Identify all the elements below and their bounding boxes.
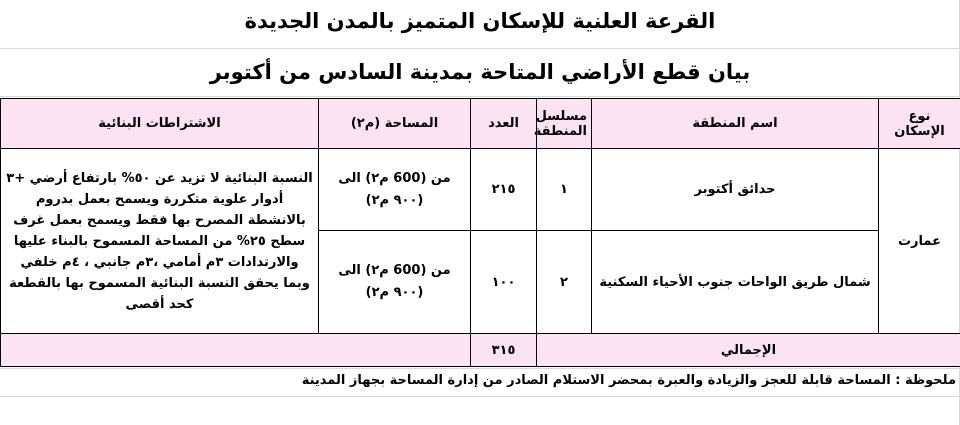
conditions-cell: النسبة البنائية لا تزيد عن ٥٠% بارتفاع أرضي +٣ أدوار علوية متكررة ويسمح بعمل بدروم بالانشطة المصرح بها فقط ويسمح بعمل غرف سطح ٢٥% من المساحة المسموح بالبناء عليها والارتدادات ٣م أمامي ،٣م جانبي ، ٤م خلفي وبما يحقق النسبة البنائية المسموح بها بالقطعة كحد أقصى bbox=[1, 149, 319, 334]
zone-name-cell: شمال طريق الواحات جنوب الأحياء السكنية bbox=[592, 231, 879, 334]
total-label: الإجمالي bbox=[537, 334, 960, 367]
zone-serial-cell: ٢ bbox=[537, 231, 592, 334]
header-count: العدد bbox=[471, 99, 537, 149]
grid-line bbox=[0, 368, 960, 369]
zone-serial-cell: ١ bbox=[537, 149, 592, 231]
grid-line bbox=[0, 96, 960, 97]
housing-type-cell: عمارت bbox=[879, 149, 960, 334]
table-row bbox=[1, 149, 960, 231]
header-housing-type: نوع الإسكان bbox=[879, 99, 960, 149]
footnote: ملحوظة : المساحة قابلة للعجز والزيادة والعبرة بمحضر الاستلام الصادر من إدارة المساحة بجهاز المدينة bbox=[301, 373, 956, 388]
header-zone-serial: مسلسل المنطقة bbox=[537, 99, 592, 149]
header-conditions: الاشتراطات البنائية bbox=[1, 99, 319, 149]
zone-name-cell: حدائق أكتوبر bbox=[592, 149, 879, 231]
count-cell: ١٠٠ bbox=[471, 231, 537, 334]
area-cell: من (600 م٢) الى (٩٠٠ م٢) bbox=[319, 149, 471, 231]
table-header-row bbox=[1, 99, 960, 149]
total-row bbox=[1, 334, 960, 367]
page-title: القرعة العلنية للإسكان المتميز بالمدن الجديدة bbox=[244, 9, 716, 33]
count-cell: ٢١٥ bbox=[471, 149, 537, 231]
header-area: المساحة (م٢) bbox=[319, 99, 471, 149]
lands-table bbox=[0, 98, 960, 367]
grid-line bbox=[0, 48, 960, 49]
page-subtitle: بيان قطع الأراضي المتاحة بمدينة السادس من أكتوبر bbox=[209, 60, 751, 84]
area-cell: من (600 م٢) الى (٩٠٠ م٢) bbox=[319, 231, 471, 334]
total-count: ٣١٥ bbox=[471, 334, 537, 367]
grid-line bbox=[0, 396, 960, 397]
header-zone-name: اسم المنطقة bbox=[592, 99, 879, 149]
total-empty-cell bbox=[1, 334, 471, 367]
